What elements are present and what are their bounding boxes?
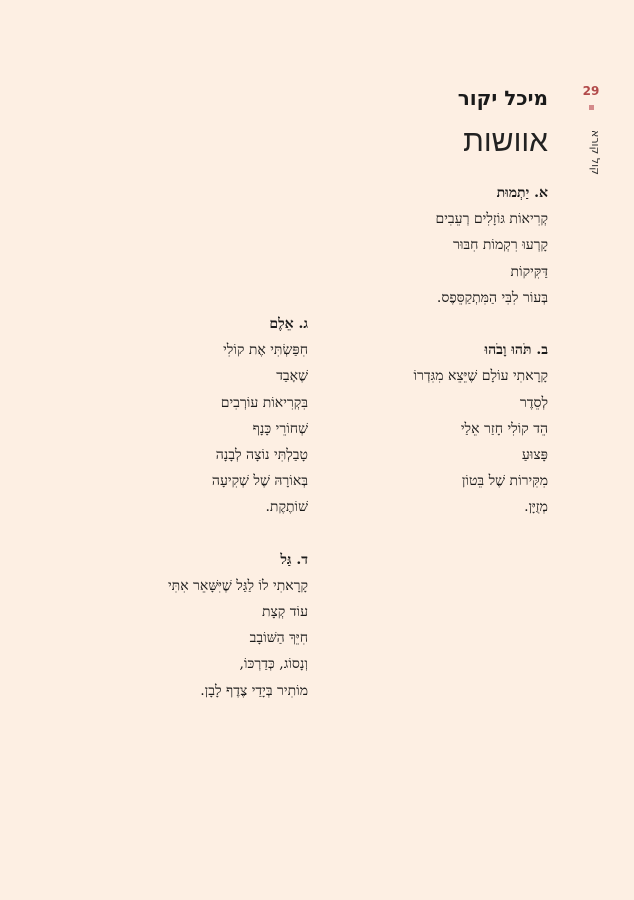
poem-line: פָּצוּעַ bbox=[521, 446, 548, 463]
poem-line: לְסֵדֶר bbox=[519, 394, 548, 411]
poem-line: קָרָאתִי לוֹ לַגַּל שֶׁיִּשָּׁאֵר אִתִּי bbox=[167, 577, 308, 594]
page-number: 29 bbox=[582, 84, 600, 98]
poem-line: טָבַלְתִּי נוֹצָה לְבָנָה bbox=[215, 446, 308, 463]
author-name: מיכל יקור bbox=[457, 86, 548, 110]
poem-line: בְּעוֹר לִבִּי הַמִּתְקַסֵּפֶס. bbox=[436, 289, 548, 306]
poem-line: עוֹד קְצָת bbox=[261, 604, 308, 621]
poem-line: קָרְעוּ רִקְמוֹת חִבּוּר bbox=[452, 237, 548, 254]
poem-column-left bbox=[168, 311, 308, 704]
poem-line: שְׁחוֹרֵי כָּנָף bbox=[252, 420, 308, 437]
page-number-marker bbox=[589, 105, 594, 110]
section-heading: ג. אֵלֶם bbox=[269, 316, 308, 332]
poem-section-b bbox=[413, 337, 548, 520]
poem-section-c bbox=[168, 311, 308, 521]
poem-line: מְזֻיָּן. bbox=[524, 499, 548, 516]
poem-line: דַּקִּיקוֹת bbox=[510, 263, 548, 280]
poem-line: מִקִּירוֹת שֶׁל בֵּטוֹן bbox=[461, 473, 548, 490]
poem-title: אוושות bbox=[463, 124, 548, 159]
poem-line: מוֹתִיר בְּיָדַי צֶדֶף לָבָן. bbox=[200, 682, 308, 699]
section-heading: א. יַתְמוּת bbox=[496, 185, 548, 201]
poem-line: בִּקְרִיאוֹת עוֹרְבִים bbox=[220, 394, 308, 411]
poem-line: הֵד קוֹלִי חָזַר אֵלַי bbox=[460, 420, 548, 437]
poem-line: קְרִיאוֹת גּוֹזָלִים רְעֵבִים bbox=[435, 211, 548, 228]
poem-line: וְנָסוֹג, כְּדַרְכּוֹ, bbox=[239, 656, 308, 673]
section-heading: ב. תֹּהוּ וָבֹהוּ bbox=[484, 342, 548, 359]
poem-line: חִיֵּךְ הַשּׁוֹבָב bbox=[249, 630, 308, 647]
poem-line: קָרָאתִי עוֹלָם שֶׁיֵּצֵא מִגִּדְרוֹ bbox=[413, 368, 548, 385]
poem-line: שׁוֹתֶקֶת. bbox=[265, 499, 308, 516]
poem-section-a bbox=[413, 180, 548, 311]
poem-section-d bbox=[168, 547, 308, 704]
poem-line: חִפַּשְׂתִּי אֶת קוֹלִי bbox=[223, 342, 308, 359]
section-heading: ד. גַּל bbox=[280, 551, 308, 568]
poem-line: שֶׁאָבַד bbox=[276, 368, 308, 385]
poem-line: בְּאוֹרָהּ שֶׁל שְׁקִיעָה bbox=[211, 473, 308, 490]
poem-column-right bbox=[413, 180, 548, 520]
running-head: קול קורא bbox=[589, 130, 602, 175]
